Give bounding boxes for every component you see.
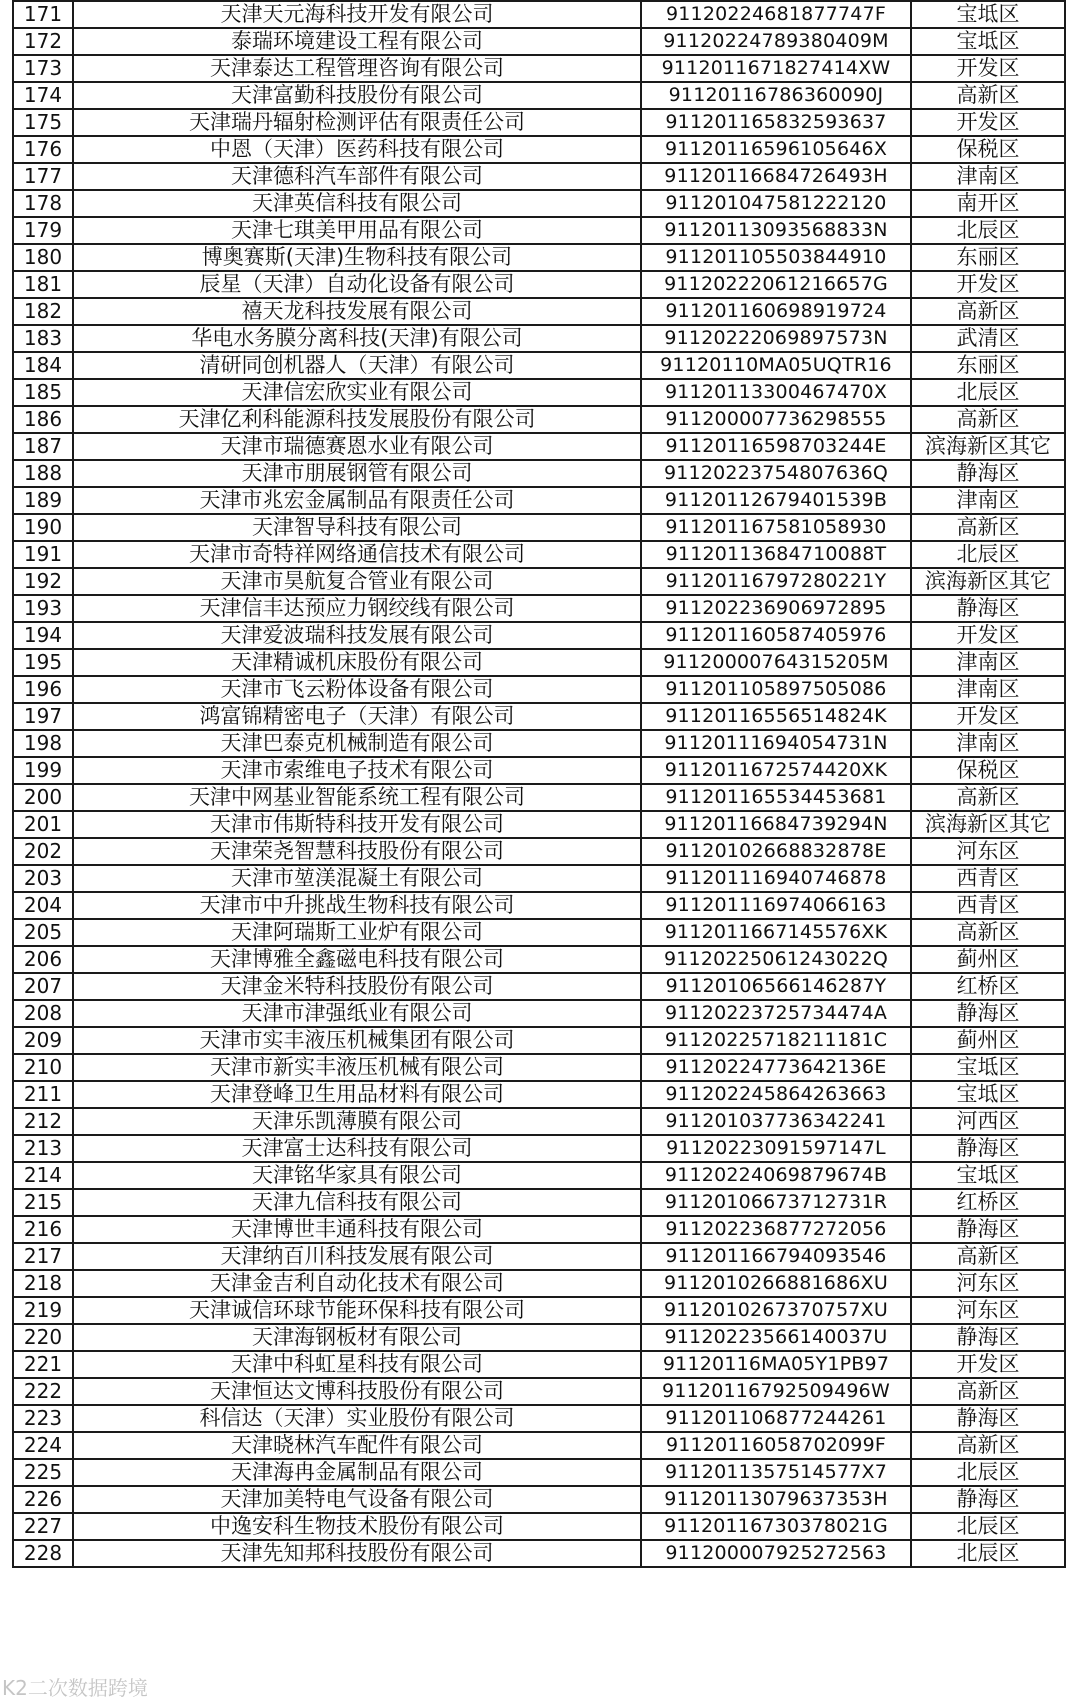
district-cell: 河东区	[911, 1270, 1065, 1297]
row-number-cell: 223	[13, 1405, 73, 1432]
district-cell: 滨海新区其它	[911, 433, 1065, 460]
district-cell: 津南区	[911, 163, 1065, 190]
table-row	[13, 136, 1065, 163]
company-name-cell: 天津市堃渼混凝土有限公司	[73, 865, 641, 892]
row-number-cell: 226	[13, 1486, 73, 1513]
credit-code-cell: 91120224789380409M	[641, 28, 911, 55]
district-cell: 红桥区	[911, 973, 1065, 1000]
company-name-cell: 天津海冉金属制品有限公司	[73, 1459, 641, 1486]
table-row	[13, 1216, 1065, 1243]
district-cell: 高新区	[911, 298, 1065, 325]
credit-code-cell: 911201166794093546	[641, 1243, 911, 1270]
table-row	[13, 1432, 1065, 1459]
table-row	[13, 595, 1065, 622]
district-cell: 静海区	[911, 595, 1065, 622]
row-number-cell: 177	[13, 163, 73, 190]
row-number-cell: 187	[13, 433, 73, 460]
row-number-cell: 221	[13, 1351, 73, 1378]
row-number-cell: 204	[13, 892, 73, 919]
watermark-text: K2二次数据跨境	[2, 1676, 148, 1700]
credit-code-cell: 9112011671827414XW	[641, 55, 911, 82]
district-cell: 北辰区	[911, 1459, 1065, 1486]
credit-code-cell: 91120223754807636Q	[641, 460, 911, 487]
table-row	[13, 487, 1065, 514]
credit-code-cell: 91120116598703244E	[641, 433, 911, 460]
company-name-cell: 天津市实丰液压机械集团有限公司	[73, 1027, 641, 1054]
table-row	[13, 55, 1065, 82]
row-number-cell: 192	[13, 568, 73, 595]
company-table	[12, 0, 1066, 1568]
district-cell: 蓟州区	[911, 1027, 1065, 1054]
district-cell: 北辰区	[911, 1513, 1065, 1540]
table-row	[13, 865, 1065, 892]
row-number-cell: 227	[13, 1513, 73, 1540]
row-number-cell: 199	[13, 757, 73, 784]
table-row	[13, 1270, 1065, 1297]
credit-code-cell: 9112011667145576XK	[641, 919, 911, 946]
district-cell: 宝坻区	[911, 1054, 1065, 1081]
table-row	[13, 676, 1065, 703]
table-row	[13, 838, 1065, 865]
district-cell: 静海区	[911, 460, 1065, 487]
credit-code-cell: 91120116730378021G	[641, 1513, 911, 1540]
credit-code-cell: 911201167581058930	[641, 514, 911, 541]
district-cell: 开发区	[911, 1351, 1065, 1378]
company-name-cell: 中逸安科生物技术股份有限公司	[73, 1513, 641, 1540]
table-row	[13, 784, 1065, 811]
district-cell: 高新区	[911, 514, 1065, 541]
row-number-cell: 198	[13, 730, 73, 757]
credit-code-cell: 91120116792509496W	[641, 1378, 911, 1405]
district-cell: 静海区	[911, 1135, 1065, 1162]
credit-code-cell: 911201105897505086	[641, 676, 911, 703]
company-name-cell: 天津德科汽车部件有限公司	[73, 163, 641, 190]
district-cell: 宝坻区	[911, 1081, 1065, 1108]
row-number-cell: 197	[13, 703, 73, 730]
credit-code-cell: 91120113300467470X	[641, 379, 911, 406]
district-cell: 北辰区	[911, 541, 1065, 568]
row-number-cell: 206	[13, 946, 73, 973]
credit-code-cell: 9112011357514577X7	[641, 1459, 911, 1486]
row-number-cell: 194	[13, 622, 73, 649]
row-number-cell: 205	[13, 919, 73, 946]
row-number-cell: 203	[13, 865, 73, 892]
row-number-cell: 180	[13, 244, 73, 271]
table-row	[13, 379, 1065, 406]
company-name-cell: 天津恒达文博科技股份有限公司	[73, 1378, 641, 1405]
credit-code-cell: 91120225718211181C	[641, 1027, 911, 1054]
company-name-cell: 天津爱波瑞科技发展有限公司	[73, 622, 641, 649]
credit-code-cell: 9112011672574420XK	[641, 757, 911, 784]
row-number-cell: 209	[13, 1027, 73, 1054]
district-cell: 静海区	[911, 1000, 1065, 1027]
table-row	[13, 406, 1065, 433]
company-name-cell: 天津登峰卫生用品材料有限公司	[73, 1081, 641, 1108]
row-number-cell: 190	[13, 514, 73, 541]
table-row	[13, 82, 1065, 109]
row-number-cell: 189	[13, 487, 73, 514]
company-name-cell: 天津晓林汽车配件有限公司	[73, 1432, 641, 1459]
credit-code-cell: 91120116684739294N	[641, 811, 911, 838]
company-name-cell: 天津信丰达预应力钢绞线有限公司	[73, 595, 641, 622]
credit-code-cell: 911202236906972895	[641, 595, 911, 622]
credit-code-cell: 911202236877272056	[641, 1216, 911, 1243]
row-number-cell: 172	[13, 28, 73, 55]
company-name-cell: 天津中科虹星科技有限公司	[73, 1351, 641, 1378]
district-cell: 河东区	[911, 1297, 1065, 1324]
row-number-cell: 213	[13, 1135, 73, 1162]
district-cell: 高新区	[911, 1432, 1065, 1459]
credit-code-cell: 91120223566140037U	[641, 1324, 911, 1351]
table-row	[13, 649, 1065, 676]
credit-code-cell: 91120116058702099F	[641, 1432, 911, 1459]
credit-code-cell: 91120116797280221Y	[641, 568, 911, 595]
company-name-cell: 辰星（天津）自动化设备有限公司	[73, 271, 641, 298]
district-cell: 津南区	[911, 730, 1065, 757]
row-number-cell: 193	[13, 595, 73, 622]
district-cell: 津南区	[911, 487, 1065, 514]
district-cell: 开发区	[911, 703, 1065, 730]
district-cell: 静海区	[911, 1216, 1065, 1243]
table-row	[13, 1351, 1065, 1378]
company-list-sheet	[12, 0, 1064, 1568]
table-row	[13, 190, 1065, 217]
company-name-cell: 天津富士达科技有限公司	[73, 1135, 641, 1162]
row-number-cell: 182	[13, 298, 73, 325]
company-name-cell: 天津市索维电子技术有限公司	[73, 757, 641, 784]
district-cell: 高新区	[911, 784, 1065, 811]
district-cell: 西青区	[911, 892, 1065, 919]
company-name-cell: 天津泰达工程管理咨询有限公司	[73, 55, 641, 82]
table-row	[13, 271, 1065, 298]
table-row	[13, 514, 1065, 541]
district-cell: 北辰区	[911, 1540, 1065, 1567]
credit-code-cell: 911202245864263663	[641, 1081, 911, 1108]
row-number-cell: 228	[13, 1540, 73, 1567]
company-name-cell: 天津天元海科技开发有限公司	[73, 1, 641, 28]
row-number-cell: 200	[13, 784, 73, 811]
row-number-cell: 212	[13, 1108, 73, 1135]
district-cell: 开发区	[911, 109, 1065, 136]
district-cell: 武清区	[911, 325, 1065, 352]
credit-code-cell: 911201165534453681	[641, 784, 911, 811]
company-name-cell: 天津阿瑞斯工业炉有限公司	[73, 919, 641, 946]
district-cell: 东丽区	[911, 352, 1065, 379]
company-name-cell: 天津市瑞德赛恩水业有限公司	[73, 433, 641, 460]
table-row	[13, 244, 1065, 271]
district-cell: 滨海新区其它	[911, 811, 1065, 838]
table-row	[13, 352, 1065, 379]
row-number-cell: 185	[13, 379, 73, 406]
district-cell: 宝坻区	[911, 1162, 1065, 1189]
row-number-cell: 196	[13, 676, 73, 703]
company-name-cell: 天津瑞丹辐射检测评估有限责任公司	[73, 109, 641, 136]
table-row	[13, 460, 1065, 487]
company-name-cell: 天津智导科技有限公司	[73, 514, 641, 541]
company-name-cell: 科信达（天津）实业股份有限公司	[73, 1405, 641, 1432]
credit-code-cell: 911201160698919724	[641, 298, 911, 325]
row-number-cell: 216	[13, 1216, 73, 1243]
company-name-cell: 天津博雅全鑫磁电科技有限公司	[73, 946, 641, 973]
credit-code-cell: 91120225061243022Q	[641, 946, 911, 973]
row-number-cell: 215	[13, 1189, 73, 1216]
row-number-cell: 222	[13, 1378, 73, 1405]
credit-code-cell: 91120113079637353H	[641, 1486, 911, 1513]
company-name-cell: 天津巴泰克机械制造有限公司	[73, 730, 641, 757]
row-number-cell: 220	[13, 1324, 73, 1351]
company-name-cell: 泰瑞环境建设工程有限公司	[73, 28, 641, 55]
company-name-cell: 天津市新实丰液压机械有限公司	[73, 1054, 641, 1081]
table-row	[13, 1405, 1065, 1432]
credit-code-cell: 91120116MA05Y1PB97	[641, 1351, 911, 1378]
district-cell: 开发区	[911, 55, 1065, 82]
company-name-cell: 天津信宏欣实业有限公司	[73, 379, 641, 406]
credit-code-cell: 911201160587405976	[641, 622, 911, 649]
company-name-cell: 天津博世丰通科技有限公司	[73, 1216, 641, 1243]
district-cell: 保税区	[911, 757, 1065, 784]
company-name-cell: 天津金米特科技股份有限公司	[73, 973, 641, 1000]
district-cell: 西青区	[911, 865, 1065, 892]
table-row	[13, 1243, 1065, 1270]
company-name-cell: 天津市兆宏金属制品有限责任公司	[73, 487, 641, 514]
credit-code-cell: 91120110MA05UQTR16	[641, 352, 911, 379]
row-number-cell: 195	[13, 649, 73, 676]
row-number-cell: 210	[13, 1054, 73, 1081]
company-name-cell: 天津富勤科技股份有限公司	[73, 82, 641, 109]
district-cell: 津南区	[911, 649, 1065, 676]
table-row	[13, 946, 1065, 973]
credit-code-cell: 91120222069897573N	[641, 325, 911, 352]
table-row	[13, 1486, 1065, 1513]
company-name-cell: 天津市飞云粉体设备有限公司	[73, 676, 641, 703]
table-row	[13, 1081, 1065, 1108]
row-number-cell: 211	[13, 1081, 73, 1108]
district-cell: 高新区	[911, 406, 1065, 433]
row-number-cell: 219	[13, 1297, 73, 1324]
company-name-cell: 华电水务膜分离科技(天津)有限公司	[73, 325, 641, 352]
row-number-cell: 174	[13, 82, 73, 109]
table-row	[13, 892, 1065, 919]
company-name-cell: 天津加美特电气设备有限公司	[73, 1486, 641, 1513]
credit-code-cell: 91120102668832878E	[641, 838, 911, 865]
table-row	[13, 1459, 1065, 1486]
table-row	[13, 919, 1065, 946]
credit-code-cell: 91120116684726493H	[641, 163, 911, 190]
district-cell: 河东区	[911, 838, 1065, 865]
company-name-cell: 天津先知邦科技股份有限公司	[73, 1540, 641, 1567]
table-row	[13, 1027, 1065, 1054]
table-row	[13, 298, 1065, 325]
row-number-cell: 188	[13, 460, 73, 487]
credit-code-cell: 911200007736298555	[641, 406, 911, 433]
table-row	[13, 541, 1065, 568]
district-cell: 开发区	[911, 622, 1065, 649]
row-number-cell: 173	[13, 55, 73, 82]
table-row	[13, 1135, 1065, 1162]
table-row	[13, 568, 1065, 595]
company-name-cell: 天津荣尧智慧科技股份有限公司	[73, 838, 641, 865]
credit-code-cell: 91120106566146287Y	[641, 973, 911, 1000]
credit-code-cell: 911201105503844910	[641, 244, 911, 271]
table-row	[13, 973, 1065, 1000]
table-row	[13, 1054, 1065, 1081]
table-row	[13, 109, 1065, 136]
credit-code-cell: 91120223091597147L	[641, 1135, 911, 1162]
company-name-cell: 天津中网基业智能系统工程有限公司	[73, 784, 641, 811]
row-number-cell: 178	[13, 190, 73, 217]
credit-code-cell: 911201106877244261	[641, 1405, 911, 1432]
table-row	[13, 325, 1065, 352]
table-row	[13, 1000, 1065, 1027]
table-row	[13, 811, 1065, 838]
district-cell: 南开区	[911, 190, 1065, 217]
credit-code-cell: 911201037736342241	[641, 1108, 911, 1135]
table-row	[13, 433, 1065, 460]
row-number-cell: 184	[13, 352, 73, 379]
row-number-cell: 191	[13, 541, 73, 568]
credit-code-cell: 91120222061216657G	[641, 271, 911, 298]
table-row	[13, 757, 1065, 784]
company-name-cell: 天津纳百川科技发展有限公司	[73, 1243, 641, 1270]
company-name-cell: 清研同创机器人（天津）有限公司	[73, 352, 641, 379]
company-name-cell: 禧天龙科技发展有限公司	[73, 298, 641, 325]
row-number-cell: 207	[13, 973, 73, 1000]
company-name-cell: 天津亿利科能源科技发展股份有限公司	[73, 406, 641, 433]
district-cell: 宝坻区	[911, 28, 1065, 55]
credit-code-cell: 911200007925272563	[641, 1540, 911, 1567]
table-row	[13, 622, 1065, 649]
company-name-cell: 博奥赛斯(天津)生物科技有限公司	[73, 244, 641, 271]
credit-code-cell: 911201047581222120	[641, 190, 911, 217]
district-cell: 北辰区	[911, 379, 1065, 406]
district-cell: 静海区	[911, 1405, 1065, 1432]
row-number-cell: 217	[13, 1243, 73, 1270]
company-name-cell: 鸿富锦精密电子（天津）有限公司	[73, 703, 641, 730]
credit-code-cell: 91120224773642136E	[641, 1054, 911, 1081]
table-row	[13, 1513, 1065, 1540]
row-number-cell: 225	[13, 1459, 73, 1486]
credit-code-cell: 911201165832593637	[641, 109, 911, 136]
credit-code-cell: 9112011659610564​6X	[641, 136, 911, 163]
credit-code-cell: 91120223725734474A	[641, 1000, 911, 1027]
table-row	[13, 1189, 1065, 1216]
company-name-cell: 天津七琪美甲用品有限公司	[73, 217, 641, 244]
row-number-cell: 183	[13, 325, 73, 352]
row-number-cell: 218	[13, 1270, 73, 1297]
credit-code-cell: 91120106673712731R	[641, 1189, 911, 1216]
company-name-cell: 天津精诚机床股份有限公司	[73, 649, 641, 676]
credit-code-cell: 91120111694054731N	[641, 730, 911, 757]
row-number-cell: 208	[13, 1000, 73, 1027]
district-cell: 开发区	[911, 271, 1065, 298]
district-cell: 东丽区	[911, 244, 1065, 271]
table-row	[13, 703, 1065, 730]
row-number-cell: 186	[13, 406, 73, 433]
row-number-cell: 175	[13, 109, 73, 136]
district-cell: 保税区	[911, 136, 1065, 163]
row-number-cell: 171	[13, 1, 73, 28]
table-row	[13, 28, 1065, 55]
district-cell: 河西区	[911, 1108, 1065, 1135]
district-cell: 北辰区	[911, 217, 1065, 244]
company-name-cell: 天津市中升挑战生物科技有限公司	[73, 892, 641, 919]
table-row	[13, 730, 1065, 757]
row-number-cell: 214	[13, 1162, 73, 1189]
credit-code-cell: 911201116940746878	[641, 865, 911, 892]
table-row	[13, 1, 1065, 28]
row-number-cell: 176	[13, 136, 73, 163]
table-row	[13, 1108, 1065, 1135]
company-name-cell: 天津市津强纸业有限公司	[73, 1000, 641, 1027]
company-name-cell: 中恩（天津）医药科技有限公司	[73, 136, 641, 163]
credit-code-cell: 911201116974066163	[641, 892, 911, 919]
company-name-cell: 天津铭华家具有限公司	[73, 1162, 641, 1189]
row-number-cell: 202	[13, 838, 73, 865]
company-name-cell: 天津金吉利自动化技术有限公司	[73, 1270, 641, 1297]
company-name-cell: 天津乐凯薄膜有限公司	[73, 1108, 641, 1135]
credit-code-cell: 91120000764315205M	[641, 649, 911, 676]
district-cell: 高新区	[911, 919, 1065, 946]
row-number-cell: 201	[13, 811, 73, 838]
district-cell: 高新区	[911, 82, 1065, 109]
district-cell: 红桥区	[911, 1189, 1065, 1216]
company-name-cell: 天津九信科技有限公司	[73, 1189, 641, 1216]
table-row	[13, 1297, 1065, 1324]
company-name-cell: 天津英信科技有限公司	[73, 190, 641, 217]
company-name-cell: 天津市朋展钢管有限公司	[73, 460, 641, 487]
table-row	[13, 1378, 1065, 1405]
credit-code-cell: 9112010267370757XU	[641, 1297, 911, 1324]
credit-code-cell: 91120224069879674B	[641, 1162, 911, 1189]
credit-code-cell: 91120224681877747F	[641, 1, 911, 28]
credit-code-cell: 91120113684710088T	[641, 541, 911, 568]
credit-code-cell: 91120113093568833N	[641, 217, 911, 244]
district-cell: 津南区	[911, 676, 1065, 703]
company-name-cell: 天津市昊航复合管业有限公司	[73, 568, 641, 595]
district-cell: 蓟州区	[911, 946, 1065, 973]
district-cell: 静海区	[911, 1486, 1065, 1513]
company-name-cell: 天津海钢板材有限公司	[73, 1324, 641, 1351]
company-name-cell: 天津诚信环球节能环保科技有限公司	[73, 1297, 641, 1324]
district-cell: 宝坻区	[911, 1, 1065, 28]
row-number-cell: 224	[13, 1432, 73, 1459]
table-row	[13, 163, 1065, 190]
row-number-cell: 181	[13, 271, 73, 298]
credit-code-cell: 91120116556514824K	[641, 703, 911, 730]
table-row	[13, 1324, 1065, 1351]
company-name-cell: 天津市伟斯特科技开发有限公司	[73, 811, 641, 838]
credit-code-cell: 9112010266881686XU	[641, 1270, 911, 1297]
district-cell: 静海区	[911, 1324, 1065, 1351]
credit-code-cell: 91120116786360090J	[641, 82, 911, 109]
district-cell: 高新区	[911, 1243, 1065, 1270]
row-number-cell: 179	[13, 217, 73, 244]
table-row	[13, 1162, 1065, 1189]
table-row	[13, 217, 1065, 244]
district-cell: 滨海新区其它	[911, 568, 1065, 595]
district-cell: 高新区	[911, 1378, 1065, 1405]
company-table-body	[13, 1, 1065, 1567]
credit-code-cell: 91120112679401539B	[641, 487, 911, 514]
company-name-cell: 天津市奇特祥网络通信技术有限公司	[73, 541, 641, 568]
table-row	[13, 1540, 1065, 1567]
